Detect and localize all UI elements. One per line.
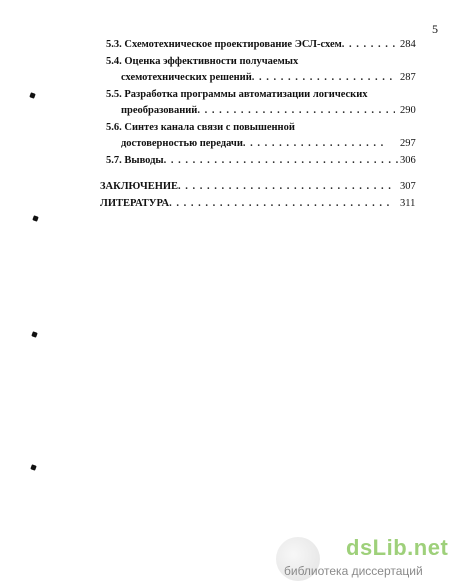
toc-entry-5-4-cont xyxy=(121,72,392,84)
toc-title-cont: схемотехнических решений xyxy=(121,72,252,83)
scan-mark xyxy=(32,215,38,221)
toc-title: Схемотехническое проектирование ЭСЛ-схем xyxy=(124,39,342,50)
toc-title-cont: преобразований xyxy=(121,105,198,116)
toc-title: ЛИТЕРАТУРА xyxy=(100,198,170,209)
toc-number: 5.7. xyxy=(106,155,122,166)
toc-leader xyxy=(243,138,383,150)
toc-title: Разработка программы автоматизации логических xyxy=(124,89,368,100)
toc-entry-5-5-cont xyxy=(121,105,395,117)
page-number: 5 xyxy=(432,22,438,36)
toc-leader xyxy=(178,181,394,193)
toc-entry-5-4 xyxy=(106,56,298,68)
toc-leader xyxy=(164,155,402,167)
toc-entry-5-6-cont xyxy=(121,138,383,150)
toc-page: 306 xyxy=(400,155,416,166)
watermark xyxy=(276,535,449,579)
toc-number: 5.6. xyxy=(106,122,122,133)
toc-number: 5.5. xyxy=(106,89,122,100)
toc-title: Синтез канала связи с повышенной xyxy=(124,122,295,133)
toc-leader xyxy=(342,39,398,51)
toc-leader xyxy=(197,105,395,117)
toc-entry-5-7 xyxy=(106,155,402,167)
toc-page: 307 xyxy=(400,181,416,192)
toc-entry-5-5 xyxy=(106,89,368,101)
watermark-logo: dsLib.net xyxy=(346,535,449,560)
toc-title: Выводы xyxy=(124,155,164,166)
toc-entry-conclusion xyxy=(100,181,394,193)
toc-title: Оценка эффективности получаемых xyxy=(124,56,299,67)
watermark-subtitle: библиотека диссертаций xyxy=(284,564,423,578)
toc-title-cont: достоверностью передачи xyxy=(121,138,243,149)
toc-entry-5-3 xyxy=(106,39,398,51)
toc-leader xyxy=(169,198,391,210)
toc-leader xyxy=(252,72,392,84)
toc-page: 284 xyxy=(400,39,416,50)
toc-number: 5.4. xyxy=(106,56,122,67)
toc-page: 290 xyxy=(400,105,416,116)
scan-mark xyxy=(31,331,37,337)
scan-mark xyxy=(30,464,36,470)
toc-page: 287 xyxy=(400,72,416,83)
toc-number: 5.3. xyxy=(106,39,122,50)
toc-entry-5-6 xyxy=(106,122,295,134)
scan-mark xyxy=(29,92,35,98)
toc-page: 297 xyxy=(400,138,416,149)
toc-title: ЗАКЛЮЧЕНИЕ xyxy=(100,181,179,192)
toc-page: 311 xyxy=(400,198,416,209)
toc-entry-literature xyxy=(100,198,391,210)
